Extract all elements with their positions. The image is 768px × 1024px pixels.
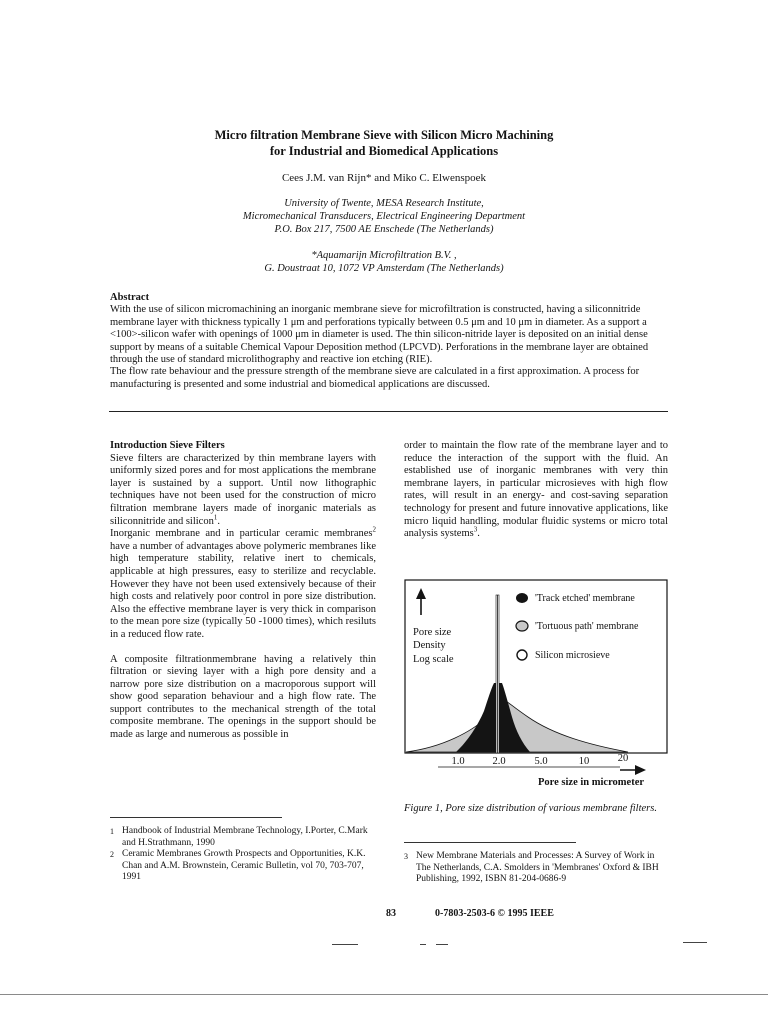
paper-title <box>0 127 768 159</box>
affiliation-secondary <box>0 249 768 275</box>
scan-mark <box>332 944 358 945</box>
footnotes-right <box>404 851 668 886</box>
footnote <box>110 849 380 884</box>
paragraph-text: have a number of advantages above polymeric membranes like high temperature stability, relative inert to chemicals, applicable at high pressures, easy to sterilize and recyclable. However they have not been used extensively because of their high costs and relatively poor control in pore size distribution. Also the effective membrane layer is very thick in comparison to the mean pore size (typically 50 -1000 times), which resiluts in a reduced flow rate. <box>110 540 376 640</box>
x-tick-label: 10 <box>578 756 590 767</box>
footnotes-left <box>110 826 380 884</box>
abstract-heading: Abstract <box>110 292 150 303</box>
abstract-paragraph: With the use of silicon micromachining an inorganic membrane sieve for microfiltration is constructed, having a siliconnitride membrane layer with thickness typically 1 μm and perforations typically between 0.5 μm and 10 μm in diameter. As a support a <100>-silicon wafer with openings of 1000 μm in diameter is used. The thin silicon-nitride layer is deposited on an initial dense support by means of a suitable Chemical Vapour Deposition method (LPCVD). Perforations in the membrane layer are obtained through the use of standard microlithography and reactive ion etching (RIE). <box>110 304 649 366</box>
x-tick-label: 2.0 <box>492 756 506 767</box>
paragraph-text: Inorganic membrane and in particular ceramic membranes <box>110 528 373 540</box>
affiliation-line: Micromechanical Transducers, Electrical Engineering Department <box>242 211 526 222</box>
left-column <box>110 440 376 742</box>
footnote-rule <box>404 842 576 843</box>
y-label-line: Log scale <box>413 654 454 665</box>
x-axis-arrowhead <box>635 765 646 775</box>
footnote-ref: 3 <box>473 525 478 534</box>
footnote <box>110 826 380 849</box>
legend-label: 'Tortuous path' membrane <box>535 621 639 632</box>
title-line-2: for Industrial and Biomedical Applications <box>269 144 499 158</box>
scan-mark <box>683 942 707 943</box>
x-axis-label: Pore size in micrometer <box>538 777 645 788</box>
footnote-number: 1 <box>110 827 114 836</box>
body-paragraph: A composite filtrationmembrane having a relatively thin filtration or sieving layer with a high pore density and a narrow pore size distribution on a macroporous support will show good separation behaviour and a high flow rate. The support contributes to the mechanical strength of the total composite membrane. The openings in the support should be made as large and numerous as possible in <box>110 653 376 741</box>
footnote-number: 3 <box>404 852 408 861</box>
authors: Cees J.M. van Rijn* and Miko C. Elwenspoek <box>281 172 487 184</box>
paragraph-text: Sieve filters are characterized by thin membrane layers with uniformly sized pores and for most applications the membrane layer is sustained by a support. Until now lithographic techniques have not been used for the construction of micro filtration membrane layers made of inorganic materials as siliconnitride and silicon <box>110 452 376 527</box>
footnote-ref: 1 <box>213 513 218 522</box>
footnote-text: Handbook of Industrial Membrane Technology, I.Porter, C.Mark and H.Strathmann, 1990 <box>122 826 368 848</box>
body-paragraph <box>110 525 376 641</box>
figure-svg <box>404 579 668 788</box>
abstract <box>110 292 668 391</box>
abstract-paragraph: The flow rate behaviour and the pressure strength of the membrane sieve are calculated in a first approximation. A process for manufacturing is presented and some industrial and biomedical applications are discussed. <box>110 366 640 390</box>
footnote-rule <box>110 817 282 818</box>
affiliation-line: University of Twente, MESA Research Institute, <box>284 198 484 209</box>
affiliation <box>0 197 768 236</box>
footnote-text: Ceramic Membranes Growth Prospects and Opportunities, K.K. Chan and A.M. Brownstein, Ceramic Bulletin, vol 70, 703-707, 1991 <box>122 849 366 883</box>
affiliation-line: P.O. Box 217, 7500 AE Enschede (The Netherlands) <box>274 224 494 235</box>
x-tick-label: 5.0 <box>534 756 548 767</box>
legend-marker-silicon-microsieve <box>517 650 527 660</box>
y-label-line: Pore size <box>413 627 452 638</box>
paragraph-text: order to maintain the flow rate of the membrane layer and to reduce the interaction of the support with the fluid. An established use of inorganic membranes with very thin membrane layers, in particular microsieves with high flow rates, will result in an energy- and cost-saving separation technology for present and future innovative applications, like micro liquid handling, modular fluidic systems or micro total analysis systems <box>404 440 668 540</box>
scan-mark <box>436 944 448 945</box>
page-number: 83 <box>386 908 396 919</box>
legend-marker-tortuous-path <box>516 621 528 631</box>
affiliation-line: G. Doustraat 10, 1072 VP Amsterdam (The Netherlands) <box>264 263 504 274</box>
y-label-line: Density <box>413 640 446 651</box>
affiliation-line: *Aquamarijn Microfiltration B.V. , <box>311 250 457 261</box>
legend-label: 'Track etched' membrane <box>535 593 635 604</box>
body-paragraph: Sieve filters are characterized by thin membrane layers with uniformly sized pores and for most applications the membrane layer is sustained by a support. Until now lithographic techniques have not been used for the construction of micro filtration membrane layers made of inorganic materials as siliconnitride and silicon$^1$. <box>110 452 376 527</box>
footnote-number: 2 <box>110 850 114 860</box>
scan-page-edge <box>0 994 768 995</box>
title-line-1: Micro filtration Membrane Sieve with Silicon Micro Machining <box>214 128 554 142</box>
legend-marker-track-etched <box>516 593 528 603</box>
section-divider <box>109 411 668 412</box>
legend-label: Silicon microsieve <box>535 650 610 661</box>
footnote-ref: 2 <box>372 525 376 534</box>
footnote-text: New Membrane Materials and Processes: A Survey of Work in The Netherlands, C.A. Smolders in 'Membranes' Oxford & IBH Publishing, 1992, ISBN 81-204-0686-9 <box>416 851 659 885</box>
isbn-copyright: 0-7803-2503-6 © 1995 IEEE <box>435 908 554 919</box>
y-axis-arrowhead <box>416 588 426 599</box>
x-tick-label: 1.0 <box>451 756 465 767</box>
figure-pore-size-distribution <box>404 579 668 788</box>
x-tick-label: 20 <box>617 753 629 764</box>
right-column <box>404 440 668 541</box>
figure-caption: Figure 1, Pore size distribution of various membrane filters. <box>404 803 657 814</box>
footnote <box>404 851 668 886</box>
section-heading: Introduction Sieve Filters <box>110 440 225 451</box>
body-paragraph: order to maintain the flow rate of the membrane layer and to reduce the interaction of the support with the fluid. An established use of inorganic membranes with very thin membrane layers, in particular microsieves with high flow rates, will result in an energy- and cost-saving separation technology for present and future innovative applications, like micro liquid handling, modular fluidic systems or micro total analysis systems$^3$. <box>404 440 668 540</box>
scan-mark <box>420 944 426 945</box>
